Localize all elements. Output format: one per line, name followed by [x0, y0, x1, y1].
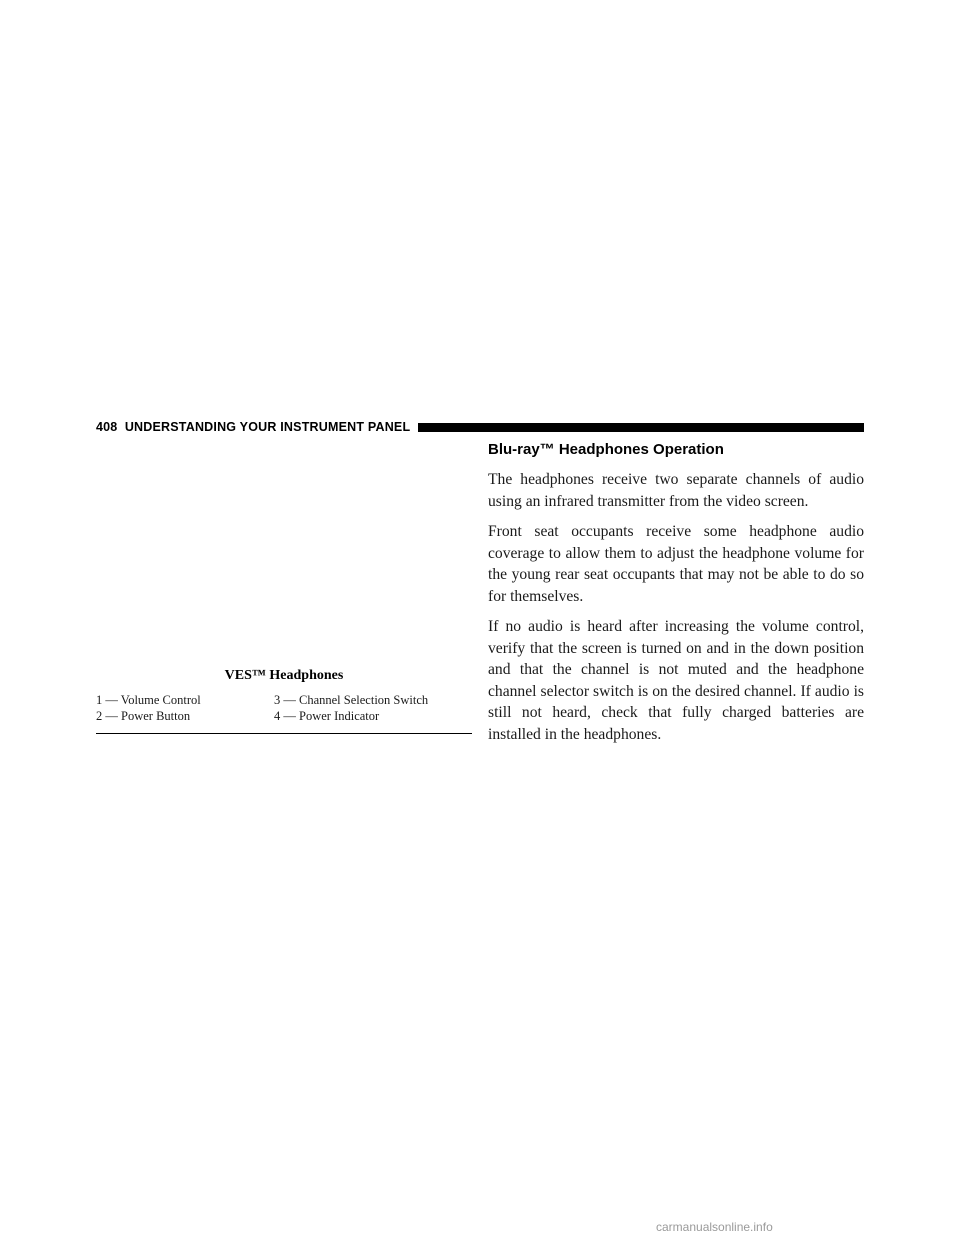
legend-item: 2 — Power Button [96, 709, 191, 723]
legend-row [96, 708, 472, 724]
page-header-text [96, 420, 410, 434]
page-number: 408 [96, 420, 118, 434]
legend-rule [96, 733, 472, 734]
figure-legend [96, 692, 472, 724]
paragraph: Front seat occupants receive some headphone audio coverage to allow them to adjust the headphone volume for the young rear seat occupants that may not be able to do so for themselves. [488, 523, 864, 605]
header-rule [418, 423, 864, 432]
figure-caption-title: VES™ Headphones [224, 668, 344, 683]
legend-item: 1 — Volume Control [96, 693, 201, 707]
legend-row [96, 692, 472, 708]
legend-item: 3 — Channel Selection Switch [274, 693, 429, 707]
section-heading: Blu-ray™ Headphones Operation [488, 441, 724, 458]
page-header [96, 418, 864, 436]
watermark: carmanualsonline.info [656, 1220, 773, 1234]
paragraph: The headphones receive two separate channels of audio using an infrared transmitter from the video screen. [488, 471, 864, 510]
paragraph: If no audio is heard after increasing the volume control, verify that the screen is turned on and in the down position and that the channel is not muted and the headphone channel selector switch is on the desired channel. If audio is still not heard, check that fully charged batteries are installed in the headphones. [488, 618, 864, 743]
legend-item: 4 — Power Indicator [274, 709, 380, 723]
figure-image-area [96, 444, 472, 662]
body-text [488, 469, 864, 754]
section-title: UNDERSTANDING YOUR INSTRUMENT PANEL [124, 420, 411, 434]
